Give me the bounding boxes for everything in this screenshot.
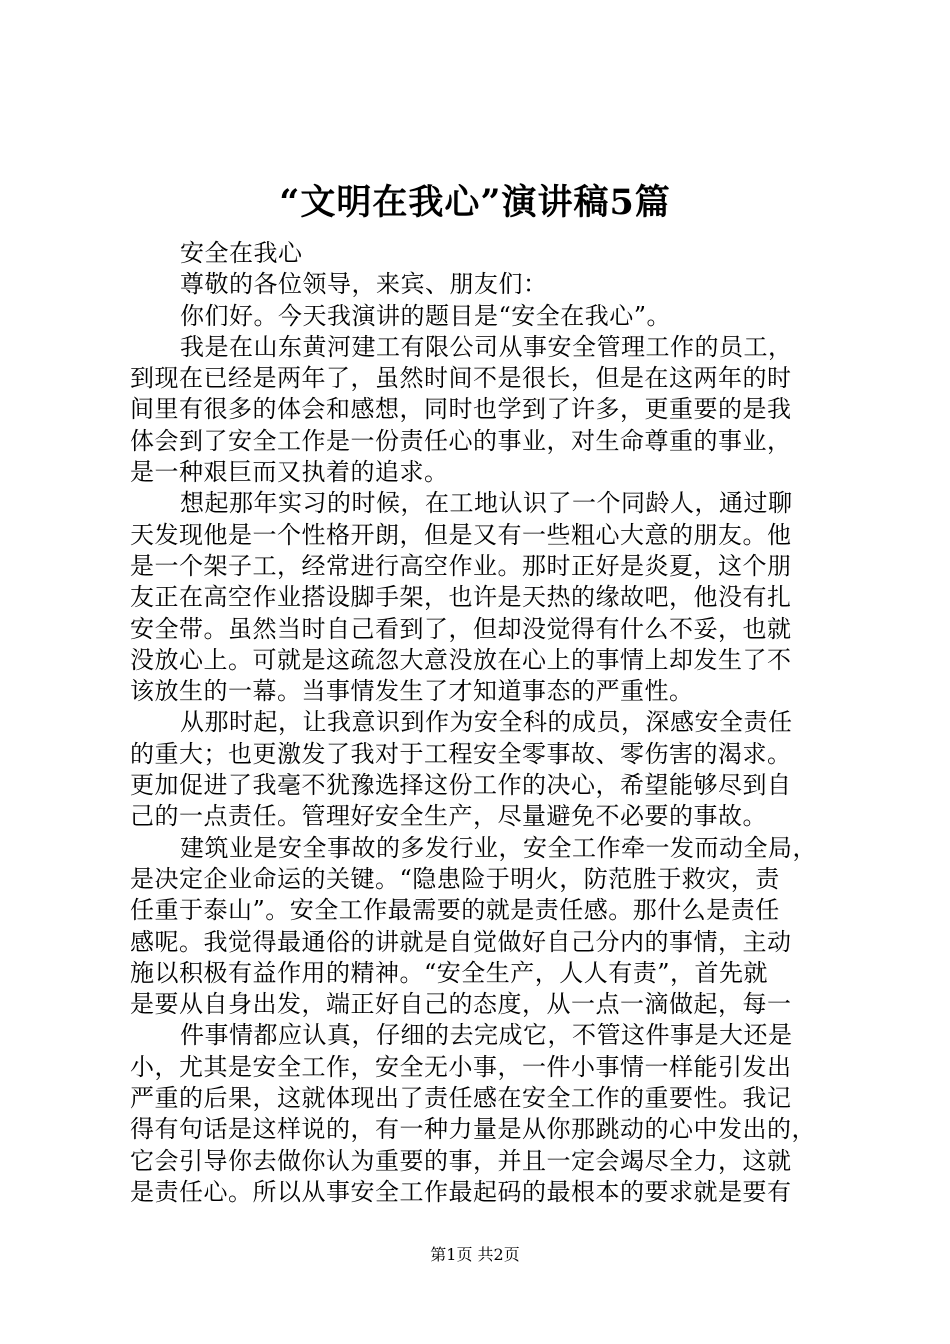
text-line: 施以积极有益作用的精神。“安全生产，人人有责”，首先就 (130, 958, 769, 987)
text-line: 体会到了安全工作是一份责任心的事业，对生命尊重的事业， (130, 426, 792, 455)
text-line: 想起那年实习的时候，在工地认识了一个同龄人，通过聊 (180, 489, 793, 518)
text-line: 安全带。虽然当时自己看到了，但却没觉得有什么不妥，也就 (130, 614, 792, 643)
text-line: 是决定企业命运的关键。“隐患险于明火，防范胜于救灾，责 (130, 864, 780, 893)
text-line: 间里有很多的体会和感想，同时也学到了许多，更重要的是我 (130, 395, 792, 424)
page-footer: 第1页 共2页 (430, 1245, 520, 1264)
text-line: 我是在山东黄河建工有限公司从事安全管理工作的员工， (180, 332, 793, 361)
text-line: 它会引导你去做你认为重要的事，并且一定会竭尽全力，这就 (130, 1146, 792, 1175)
text-line: 没放心上。可就是这疏忽大意没放在心上的事情上却发生了不 (130, 645, 792, 674)
text-line: 是一种艰巨而又执着的追求。 (130, 458, 449, 487)
text-line: 建筑业是安全事故的多发行业，安全工作牵一发而动全局， (180, 833, 817, 862)
text-line: 天发现他是一个性格开朗，但是又有一些粗心大意的朋友。他 (130, 520, 792, 549)
text-line: 到现在已经是两年了，虽然时间不是很长，但是在这两年的时 (130, 364, 792, 393)
document-title: “文明在我心”演讲稿5篇 (279, 182, 671, 223)
text-line: 严重的后果，这就体现出了责任感在安全工作的重要性。我记 (130, 1084, 792, 1113)
text-line: 是一个架子工，经常进行高空作业。那时正好是炎夏，这个朋 (130, 551, 792, 580)
text-line: 该放生的一幕。当事情发生了才知道事态的严重性。 (130, 677, 694, 706)
text-line: 件事情都应认真，仔细的去完成它，不管这件事是大还是 (180, 1021, 793, 1050)
text-line: 是要从自身出发，端正好自己的态度，从一点一滴做起，每一 (130, 990, 792, 1019)
text-line: 安全在我心 (180, 239, 303, 267)
text-line: 的重大；也更激发了我对于工程安全零事故、零伤害的渴求。 (130, 739, 792, 768)
text-line: 是责任心。所以从事安全工作最起码的最根本的要求就是要有 (130, 1177, 792, 1206)
document-body (130, 238, 830, 1208)
text-line: 得有句话是这样说的，有一种力量是从你那跳动的心中发出的， (130, 1115, 816, 1144)
text-line: 己的一点责任。管理好安全生产，尽量避免不必要的事故。 (130, 802, 767, 831)
text-line: 尊敬的各位领导，来宾、朋友们： (180, 270, 548, 299)
text-line: 从那时起，让我意识到作为安全科的成员，深感安全责任 (180, 708, 793, 737)
text-line: 任重于泰山”。安全工作最需要的就是责任感。那什么是责任 (130, 896, 780, 925)
text-line: 小，尤其是安全工作，安全无小事，一件小事情一样能引发出 (130, 1052, 792, 1081)
text-line: 感呢。我觉得最通俗的讲就是自觉做好自己分内的事情，主动 (130, 927, 792, 956)
text-line: 友正在高空作业搭设脚手架，也许是天热的缘故吧，他没有扎 (130, 583, 792, 612)
text-line: 你们好。今天我演讲的题目是“安全在我心”。 (180, 301, 672, 330)
text-line: 更加促进了我毫不犹豫选择这份工作的决心，希望能够尽到自 (130, 771, 792, 800)
